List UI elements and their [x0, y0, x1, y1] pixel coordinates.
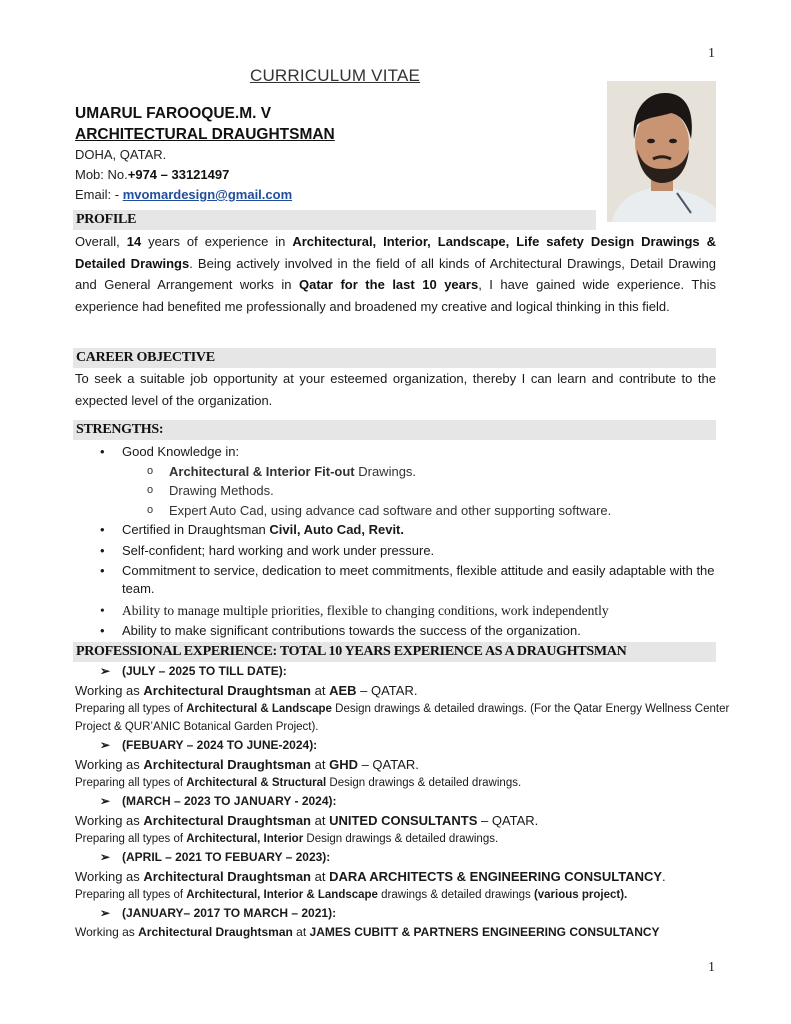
bullet-icon: •: [100, 522, 105, 537]
section-heading-career-objective: CAREER OBJECTIVE: [73, 348, 716, 368]
position-text: Working as: [75, 757, 144, 772]
company-name: GHD: [329, 757, 358, 772]
circle-bullet-icon: o: [147, 464, 154, 477]
experience-entry: [75, 848, 735, 904]
document-title: CURRICULUM VITAE: [249, 66, 421, 85]
strength-certifications: Civil, Auto Cad, Revit.: [269, 522, 404, 537]
position-text: – QATAR.: [356, 683, 418, 698]
section-heading-experience: PROFESSIONAL EXPERIENCE: TOTAL 10 YEARS EXPERIENCE AS A DRAUGHTSMAN: [73, 642, 716, 662]
description-bold: Architectural & Structural: [186, 777, 327, 789]
position-text: at: [292, 925, 310, 939]
profile-text-part: . Being actively involved in the field of all kinds of Architectural Drawings, Detail Drawing and General Arrangement works in: [75, 255, 716, 292]
profile-photo: [607, 81, 716, 222]
profile-text-part: , I have gained wide experience. This experience had benefited me professionally and broadened my creative and logical thinking in this field.: [75, 277, 716, 314]
circle-bullet-icon: o: [147, 503, 154, 516]
period-text: (FEBUARY – 2024 TO JUNE-2024):: [122, 738, 318, 752]
strengths-list: [75, 442, 715, 640]
experience-position: [75, 867, 735, 886]
strength-text: Good Knowledge in:: [122, 444, 240, 459]
email-line: [75, 185, 335, 205]
description-text: Design drawings & detailed drawings.: [326, 777, 522, 789]
description-text: Preparing all types of: [75, 703, 187, 715]
mobile-line: [75, 165, 335, 185]
experience-entry: [75, 736, 735, 792]
position-text: – QATAR.: [477, 813, 539, 828]
page-number-top: 1: [708, 46, 715, 61]
mobile-label: Mob: No.: [75, 167, 128, 182]
position-role: Architectural Draughtsman: [143, 757, 311, 772]
position-text: Working as: [75, 869, 144, 884]
description-bold: (various project).: [533, 889, 628, 901]
experience-description: [75, 886, 735, 904]
position-text: at: [311, 813, 330, 828]
knowledge-item: [122, 501, 715, 521]
circle-bullet-icon: o: [147, 484, 154, 496]
experience-position: [75, 681, 735, 700]
description-bold: Architectural, Interior: [186, 833, 304, 845]
position-text: – QATAR.: [357, 757, 419, 772]
person-portrait-icon: [607, 81, 716, 222]
position-text: Working as: [75, 683, 144, 698]
experience-list: [75, 662, 735, 942]
period-text: (JULY – 2025 TO TILL DATE):: [122, 664, 287, 678]
page-number-bottom: 1: [708, 960, 715, 975]
experience-position: [75, 811, 735, 830]
strength-text: Certified in Draughtsman: [122, 522, 270, 537]
position-role: Architectural Draughtsman: [138, 925, 293, 939]
bullet-icon: •: [100, 444, 105, 459]
experience-period: [75, 662, 735, 681]
experience-entry: [75, 904, 735, 942]
position-role: Architectural Draughtsman: [143, 683, 311, 698]
strength-item: [75, 541, 715, 561]
section-heading-profile: PROFILE: [73, 210, 596, 230]
description-text: Design drawings & detailed drawings.: [303, 833, 499, 845]
description-text: drawings & detailed drawings: [377, 889, 534, 901]
strength-text: Self-confident; hard working and work under pressure.: [122, 542, 435, 558]
profile-text-part: years of experience in: [141, 234, 293, 249]
experience-period: [75, 848, 735, 867]
description-text: Preparing all types of: [75, 833, 187, 845]
position-text: .: [662, 869, 666, 884]
profile-specialties: Architectural, Interior, Landscape, Life safety Design Drawings & Detailed Drawings: [75, 234, 716, 271]
mobile-number: +974 – 33121497: [127, 167, 230, 182]
arrow-bullet-icon: ➢: [100, 664, 111, 678]
knowledge-bold: Architectural & Interior Fit-out: [169, 463, 355, 479]
experience-period: [75, 904, 735, 923]
arrow-bullet-icon: ➢: [100, 794, 111, 808]
strength-text: Ability to make significant contributions towards the success of the organization.: [122, 622, 581, 638]
company-name: JAMES CUBITT & PARTNERS ENGINEERING CONSULTANCY: [309, 925, 660, 939]
experience-description: [75, 774, 735, 792]
career-objective-text: To seek a suitable job opportunity at your esteemed organization, thereby I can learn and contribute to the expected level of the organization.: [75, 371, 716, 408]
position-text: at: [311, 683, 330, 698]
knowledge-item: [122, 462, 715, 482]
experience-position: [75, 755, 735, 774]
company-name: AEB: [329, 683, 357, 698]
knowledge-item: [122, 481, 715, 501]
strength-item: [75, 601, 715, 621]
strength-item: [75, 442, 715, 520]
experience-entry: [75, 662, 735, 736]
period-text: (JANUARY– 2017 TO MARCH – 2021):: [122, 906, 337, 920]
experience-period: [75, 792, 735, 811]
strength-item: [75, 562, 715, 598]
knowledge-sublist: [122, 462, 715, 521]
arrow-bullet-icon: ➢: [100, 738, 111, 752]
bullet-icon: •: [100, 542, 105, 558]
position-text: at: [311, 869, 330, 884]
profile-text-part: Overall,: [75, 234, 127, 249]
arrow-bullet-icon: ➢: [100, 850, 111, 864]
position-role: Architectural Draughtsman: [143, 869, 311, 884]
description-text: Preparing all types of: [75, 777, 187, 789]
experience-description: [75, 830, 735, 848]
profile-text: [75, 231, 716, 317]
knowledge-text: Drawings.: [354, 463, 417, 479]
description-text: Design drawings & detailed drawings. (For the Qatar Energy Wellness Center Project & QUR’ANIC Botanical Garden Project).: [75, 703, 730, 733]
knowledge-text: Drawing Methods.: [169, 483, 274, 498]
position-role: Architectural Draughtsman: [143, 813, 311, 828]
description-bold: Architectural, Interior & Landscape: [186, 889, 378, 901]
contact-header: [75, 103, 335, 205]
position-text: at: [311, 757, 330, 772]
profile-qatar-duration: Qatar for the last 10 years: [299, 277, 479, 292]
candidate-role: ARCHITECTURAL DRAUGHTSMAN: [75, 126, 335, 143]
knowledge-text: Expert Auto Cad, using advance cad software and other supporting software.: [169, 502, 612, 518]
bullet-icon: •: [100, 603, 105, 618]
profile-years: 14: [126, 234, 142, 249]
experience-description: [75, 700, 735, 736]
experience-entry: [75, 792, 735, 848]
strength-item: [75, 520, 715, 540]
email-label: Email: -: [75, 187, 120, 202]
period-text: (MARCH – 2023 TO JANUARY - 2024):: [122, 794, 337, 808]
description-text: Preparing all types of: [75, 889, 187, 901]
strength-item: [75, 621, 715, 641]
position-text: Working as: [75, 813, 144, 828]
candidate-name: UMARUL FAROOQUE.M. V: [75, 105, 272, 122]
email-link[interactable]: mvomardesign@gmail.com: [122, 187, 293, 202]
bullet-icon: •: [100, 622, 105, 638]
arrow-bullet-icon: ➢: [100, 906, 111, 920]
position-text: Working as: [75, 925, 139, 939]
strength-text: Ability to manage multiple priorities, flexible to changing conditions, work independently: [122, 603, 609, 618]
experience-period: [75, 736, 735, 755]
bullet-icon: •: [100, 563, 105, 578]
location: DOHA, QATAR.: [75, 147, 167, 162]
strength-text: Commitment to service, dedication to meet commitments, flexible attitude and easily adaptable with the team.: [122, 563, 715, 596]
experience-position: [75, 923, 735, 942]
description-bold: Architectural & Landscape: [186, 703, 332, 715]
company-name: DARA ARCHITECTS & ENGINEERING CONSULTANCY: [329, 869, 663, 884]
company-name: UNITED CONSULTANTS: [329, 813, 478, 828]
section-heading-strengths: STRENGTHS:: [73, 420, 716, 440]
period-text: (APRIL – 2021 TO FEBUARY – 2023):: [122, 850, 331, 864]
